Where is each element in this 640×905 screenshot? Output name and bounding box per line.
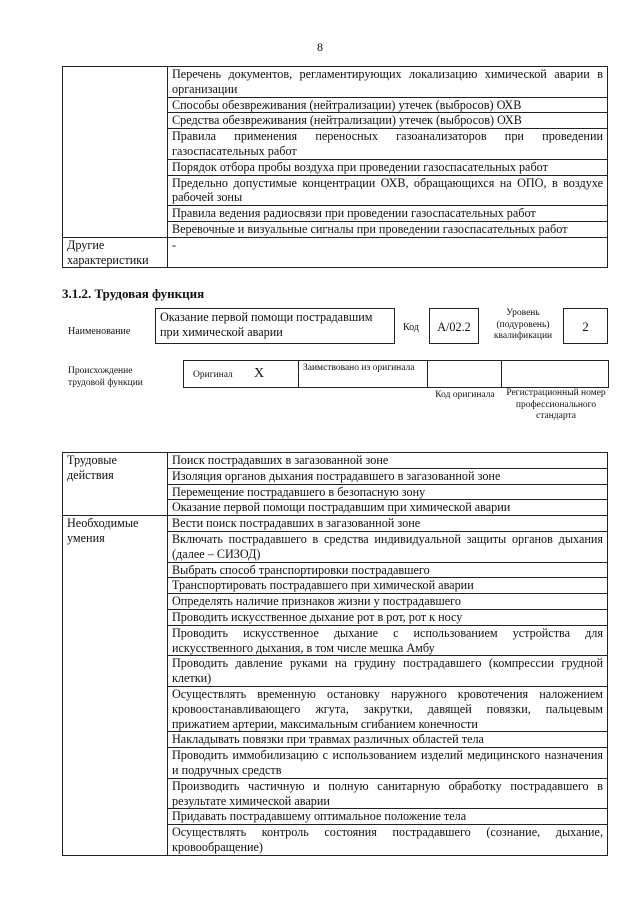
origin-row [183, 360, 609, 388]
table-cell: Транспортировать пострадавшего при химической аварии [168, 578, 608, 594]
other-characteristics-value: - [168, 237, 608, 268]
knowledge-table [62, 66, 608, 268]
function-name-box: Оказание первой помощи пострадавшим при химической аварии [155, 308, 395, 344]
reg-number-label: Регистрационный номер профессионального стандарта [506, 388, 606, 421]
labor-actions-label: Трудовые действия [63, 453, 168, 516]
labor-function-table [62, 452, 608, 856]
section-heading: 3.1.2. Трудовая функция [62, 286, 205, 301]
table-cell: Проводить иммобилизацию с использованием изделий медицинского назначения и подручных средств [168, 748, 608, 779]
table-cell: Осуществлять контроль состояния пострадавшего (сознание, дыхание, кровообращение) [168, 825, 608, 856]
borrowed-label: Заимствовано из оригинала [303, 363, 415, 373]
table-cell: Предельно допустимые концентрации ОХВ, обращающихся на ОПО, в воздухе рабочей зоны [168, 175, 608, 206]
table-cell: Оказание первой помощи пострадавшим при химической аварии [168, 500, 608, 516]
table-cell: Порядок отбора пробы воздуха при проведении газоспасательных работ [168, 159, 608, 175]
original-label: Оригинал [193, 370, 233, 380]
table-cell: Правила применения переносных газоанализаторов при проведении газоспасательных работ [168, 129, 608, 160]
table-cell: Вести поиск пострадавших в загазованной зоне [168, 516, 608, 532]
table-cell: Проводить искусственное дыхание с использованием устройства для искусственного дыхания, в том числе мешка Амбу [168, 625, 608, 656]
name-label: Наименование [68, 326, 131, 337]
table-cell: Поиск пострадавших в загазованной зоне [168, 453, 608, 469]
table-cell: Проводить искусственное дыхание рот в рот, рот к носу [168, 609, 608, 625]
code-label: Код [403, 322, 419, 333]
table-row [63, 237, 608, 268]
empty-label-cell [63, 67, 168, 238]
table-cell: Проводить давление руками на грудину пострадавшего (компрессии грудной клетки) [168, 656, 608, 687]
table-cell: Включать пострадавшего в средства индивидуальной защиты органов дыхания (далее – СИЗОД) [168, 531, 608, 562]
table-cell: Осуществлять временную остановку наружного кровотечения наложением кровоостанавливающего жгута, закрутки, давящей повязки, пальцевым прижатием артерии, максимальным сгибанием конечности [168, 686, 608, 731]
table-row [63, 516, 608, 532]
table-row [63, 67, 608, 98]
qualification-level-box: 2 [563, 308, 608, 344]
original-cell [184, 361, 299, 387]
table-cell: Способы обезвреживания (нейтрализации) утечек (выбросов) ОХВ [168, 97, 608, 113]
table-cell: Придавать пострадавшему оптимальное положение тела [168, 809, 608, 825]
table-cell: Выбрать способ транспортировки пострадавшего [168, 562, 608, 578]
code-original-label: Код оригинала [435, 390, 495, 400]
table-cell: Изоляция органов дыхания пострадавшего в загазованной зоне [168, 468, 608, 484]
table-cell: Определять наличие признаков жизни у пострадавшего [168, 594, 608, 610]
original-mark: X [254, 366, 265, 381]
table-cell: Перечень документов, регламентирующих локализацию химической аварии в организации [168, 67, 608, 98]
table-cell: Перемещение пострадавшего в безопасную зону [168, 484, 608, 500]
code-box: А/02.2 [429, 308, 479, 344]
required-skills-label: Необходимые умения [63, 516, 168, 856]
qualification-level-label: Уровень (подуровень) квалификации [493, 308, 553, 341]
other-characteristics-label: Другие характеристики [63, 237, 168, 268]
table-cell: Производить частичную и полную санитарную обработку пострадавшего в результате химической аварии [168, 778, 608, 809]
table-row [63, 453, 608, 469]
table-cell: Средства обезвреживания (нейтрализации) утечек (выбросов) ОХВ [168, 113, 608, 129]
origin-label: Происхождение трудовой функции [68, 366, 143, 388]
code-original-cell [427, 361, 502, 387]
reg-number-cell [501, 361, 608, 387]
table-cell: Веревочные и визуальные сигналы при проведении газоспасательных работ [168, 221, 608, 237]
table-cell: Накладывать повязки при травмах различных областей тела [168, 732, 608, 748]
table-cell: Правила ведения радиосвязи при проведении газоспасательных работ [168, 206, 608, 222]
page-number: 8 [317, 40, 323, 54]
